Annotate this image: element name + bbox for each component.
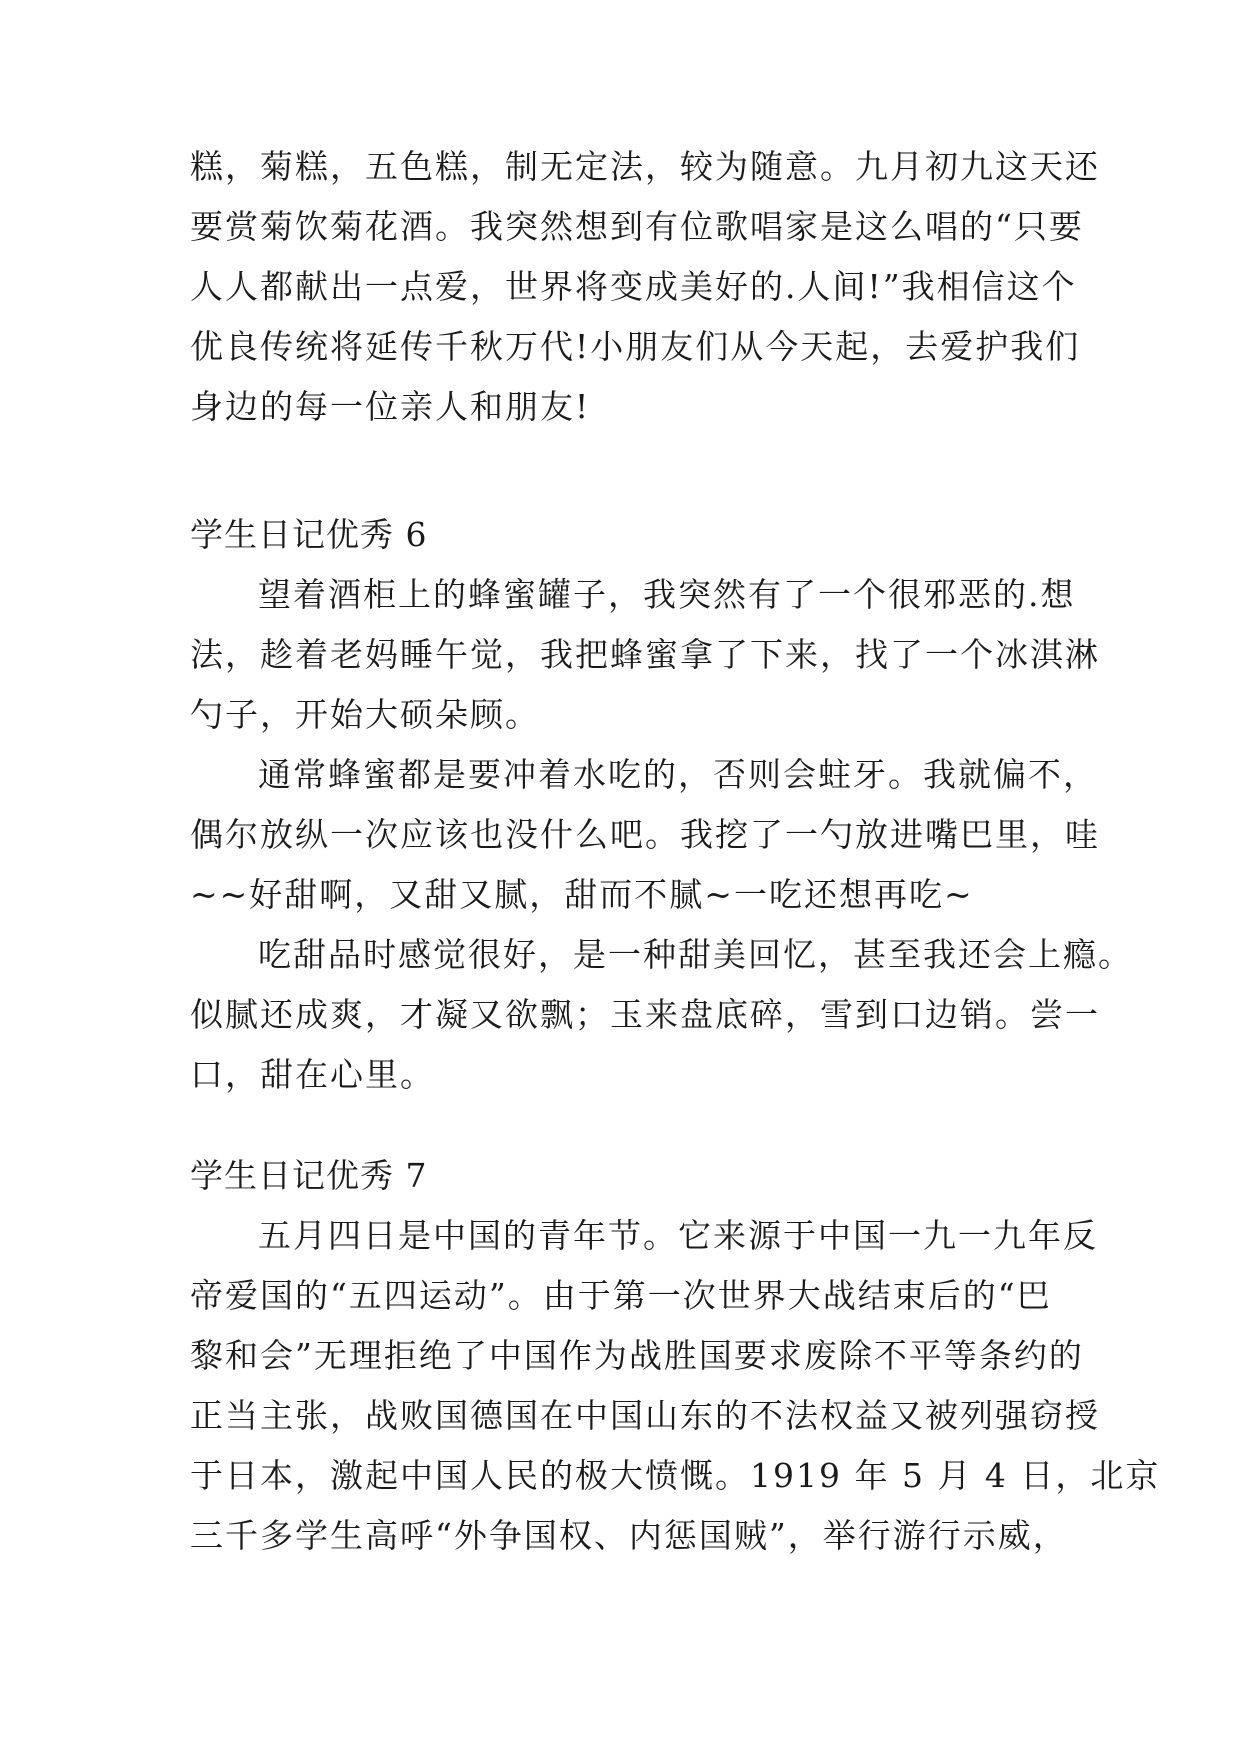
text-line: 糕，菊糕，五色糕，制无定法，较为随意。九月初九这天还 bbox=[190, 147, 1100, 186]
entry-heading: 学生日记优秀 7 bbox=[190, 1156, 428, 1195]
diary-entry-6 bbox=[190, 505, 1133, 1105]
text-line: 三千多学生高呼“外争国权、内惩国贼”，举行游行示威， bbox=[190, 1516, 1068, 1555]
entry-paragraph bbox=[190, 745, 1100, 925]
text-line: 望着酒柜上的蜂蜜罐子，我突然有了一个很邪恶的.想 bbox=[258, 575, 1076, 614]
diary-entry-7 bbox=[190, 1146, 1161, 1566]
entry-paragraph bbox=[190, 1206, 1161, 1566]
text-line: 吃甜品时感觉很好，是一种甜美回忆，甚至我还会上瘾。 bbox=[258, 935, 1133, 974]
entry-heading: 学生日记优秀 6 bbox=[190, 515, 428, 554]
text-line: 优良传统将延传千秋万代!小朋友们从今天起，去爱护我们 bbox=[190, 327, 1081, 366]
text-line: 身边的每一位亲人和朋友! bbox=[190, 387, 591, 426]
entry-paragraph bbox=[190, 565, 1100, 745]
text-line: 似腻还成爽，才凝又欲飘；玉来盘底碎，雪到口边销。尝一 bbox=[190, 995, 1100, 1034]
text-line: 帝爱国的“五四运动”。由于第一次世界大战结束后的“巴 bbox=[190, 1276, 1052, 1315]
text-line: 黎和会”无理拒绝了中国作为战胜国要求废除不平等条约的 bbox=[190, 1336, 1084, 1375]
text-line: 勺子，开始大硕朵顾。 bbox=[190, 695, 540, 734]
text-line: 正当主张，战败国德国在中国山东的不法权益又被列强窃授 bbox=[190, 1396, 1100, 1435]
entry-paragraph bbox=[190, 925, 1133, 1105]
text-line: 五月四日是中国的青年节。它来源于中国一九一九年反 bbox=[258, 1216, 1098, 1255]
text-line: 偶尔放纵一次应该也没什么吧。我挖了一勺放进嘴巴里，哇 bbox=[190, 815, 1100, 854]
text-line: ~~好甜啊，又甜又腻，甜而不腻~一吃还想再吃~ bbox=[190, 875, 974, 914]
text-line: 要赏菊饮菊花酒。我突然想到有位歌唱家是这么唱的“只要 bbox=[190, 207, 1084, 246]
text-line: 人人都献出一点爱，世界将变成美好的.人间!”我相信这个 bbox=[190, 267, 1077, 306]
text-line: 口，甜在心里。 bbox=[190, 1055, 435, 1094]
text-line: 法，趁着老妈睡午觉，我把蜂蜜拿了下来，找了一个冰淇淋 bbox=[190, 635, 1100, 674]
intro-paragraph bbox=[190, 137, 1100, 437]
text-line: 于日本，激起中国人民的极大愤慨。1919 年 5 月 4 日，北京 bbox=[190, 1456, 1161, 1495]
text-line: 通常蜂蜜都是要冲着水吃的，否则会蛀牙。我就偏不， bbox=[258, 755, 1098, 794]
